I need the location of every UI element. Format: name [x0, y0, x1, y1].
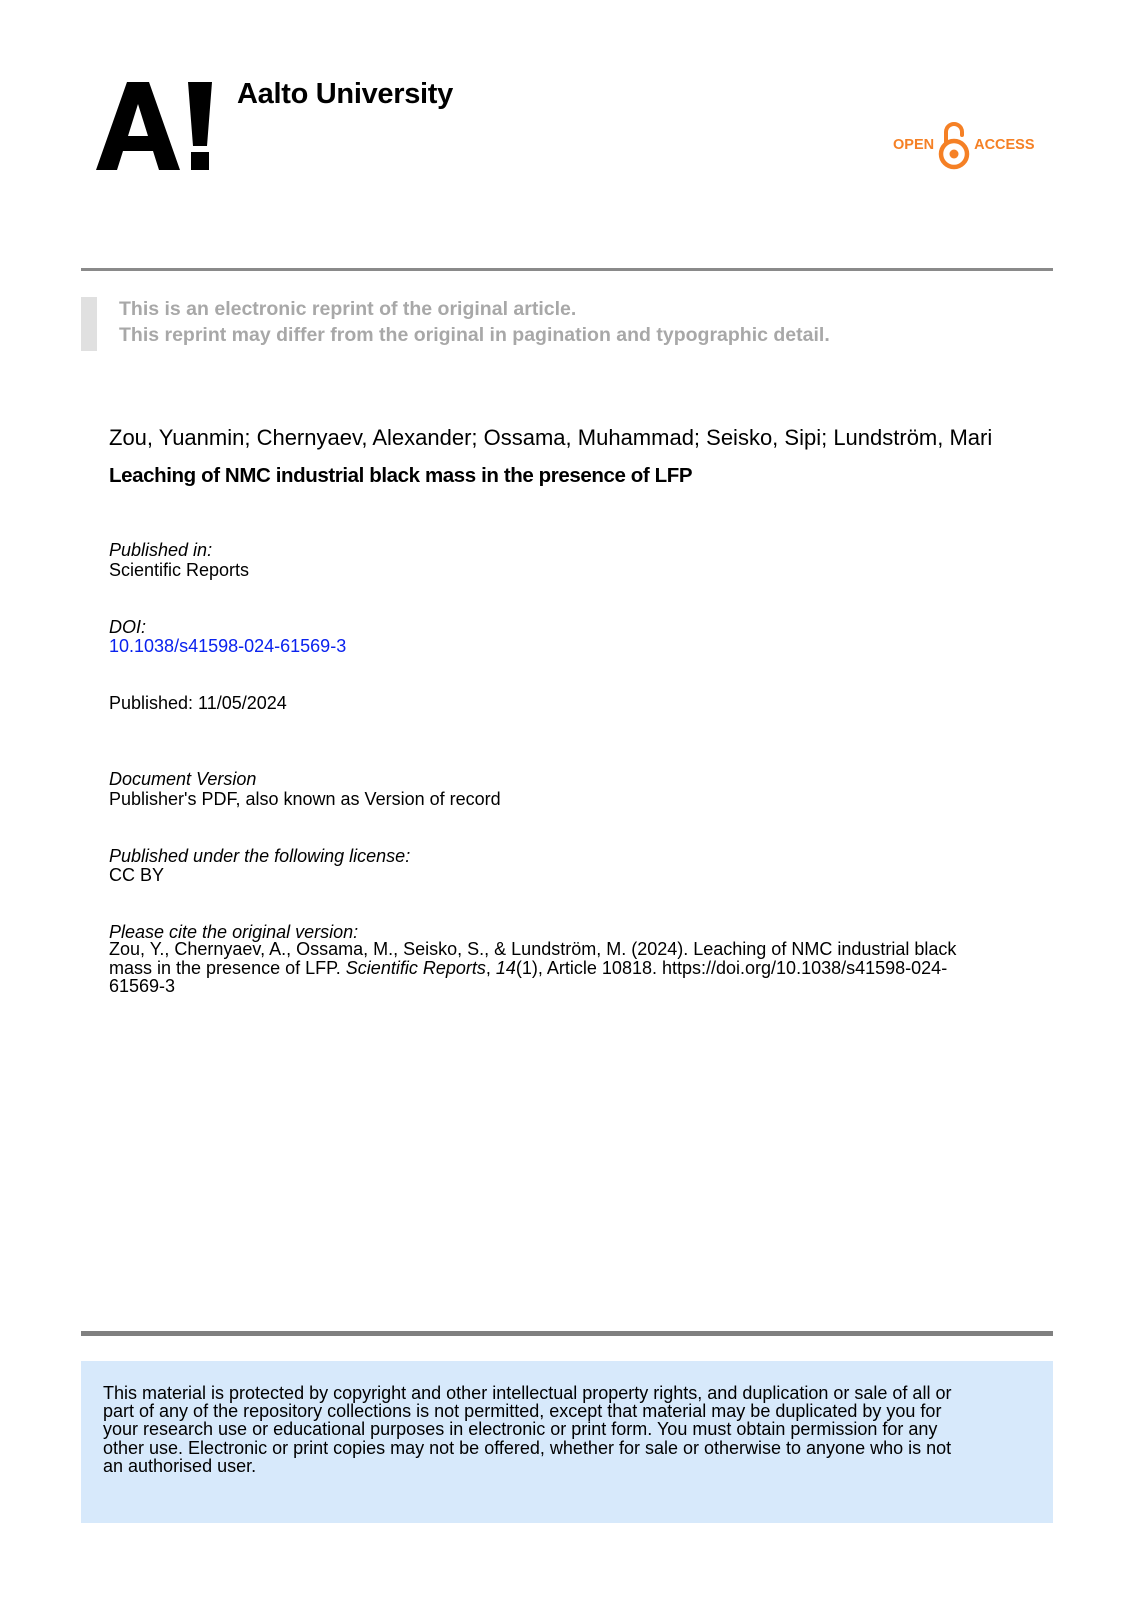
citation	[109, 940, 1029, 996]
copyright-notice-line: other use. Electronic or print copies may not be offered, whether for sale or otherwise to anyone who is not	[103, 1437, 952, 1458]
citation-journal: Scientific Reports	[345, 957, 486, 978]
copyright-notice-line: your research use or educational purposes in electronic or print form. You must obtain permission for any	[103, 1419, 938, 1440]
copyright-notice-line: part of any of the repository collections is not permitted, except that material may be duplicated by you for	[103, 1401, 942, 1422]
open-access-label-access: ACCESS	[974, 137, 1035, 153]
doi-link[interactable]: 10.1038/s41598-024-61569-3	[109, 636, 347, 656]
doi-label: DOI:	[109, 617, 147, 637]
copyright-notice-line: an authorised user.	[103, 1455, 257, 1476]
article-authors: Zou, Yuanmin; Chernyaev, Alexander; Ossama, Muhammad; Seisko, Sipi; Lundström, Mari	[109, 425, 993, 450]
copyright-notice-line: This material is protected by copyright and other intellectual property rights, and duplication or sale of all or	[103, 1383, 952, 1403]
license-label: Published under the following license:	[109, 846, 411, 866]
citation-line3: 61569-3	[109, 976, 176, 996]
citation-line2-end: (1), Article 10818. https://doi.org/10.1038/s41598-024-	[515, 957, 948, 978]
reprint-notice-line2: This reprint may differ from the original in pagination and typographic detail.	[119, 324, 830, 346]
citation-label: Please cite the original version:	[109, 922, 359, 942]
open-access-label-open: OPEN	[893, 137, 935, 153]
published-in-value: Scientific Reports	[109, 560, 250, 580]
citation-line2	[109, 959, 1029, 978]
article-title: Leaching of NMC industrial black mass in the presence of LFP	[109, 464, 693, 487]
published-in-label: Published in:	[109, 540, 213, 560]
reprint-notice-bar	[81, 297, 97, 351]
open-lock-icon	[937, 120, 971, 170]
aalto-logo-icon	[96, 82, 214, 170]
reprint-notice-line1: This is an electronic reprint of the original article.	[119, 298, 577, 320]
citation-volume: 14	[495, 957, 516, 978]
citation-line1: Zou, Y., Chernyaev, A., Ossama, M., Seisko, S., & Lundström, M. (2024). Leaching of NMC industrial black	[109, 939, 957, 959]
reprint-notice	[119, 296, 830, 348]
document-version-label: Document Version	[109, 769, 257, 789]
header-divider	[81, 268, 1053, 271]
open-access-badge	[893, 120, 1035, 170]
footer-divider	[81, 1331, 1053, 1336]
document-version-value: Publisher's PDF, also known as Version of record	[109, 789, 501, 809]
citation-comma: ,	[485, 957, 496, 978]
copyright-notice	[103, 1384, 951, 1475]
published-date: Published: 11/05/2024	[109, 693, 287, 713]
citation-line2-start: mass in the presence of LFP.	[109, 957, 346, 978]
university-name: Aalto University	[237, 78, 453, 110]
license-value: CC BY	[109, 865, 165, 885]
